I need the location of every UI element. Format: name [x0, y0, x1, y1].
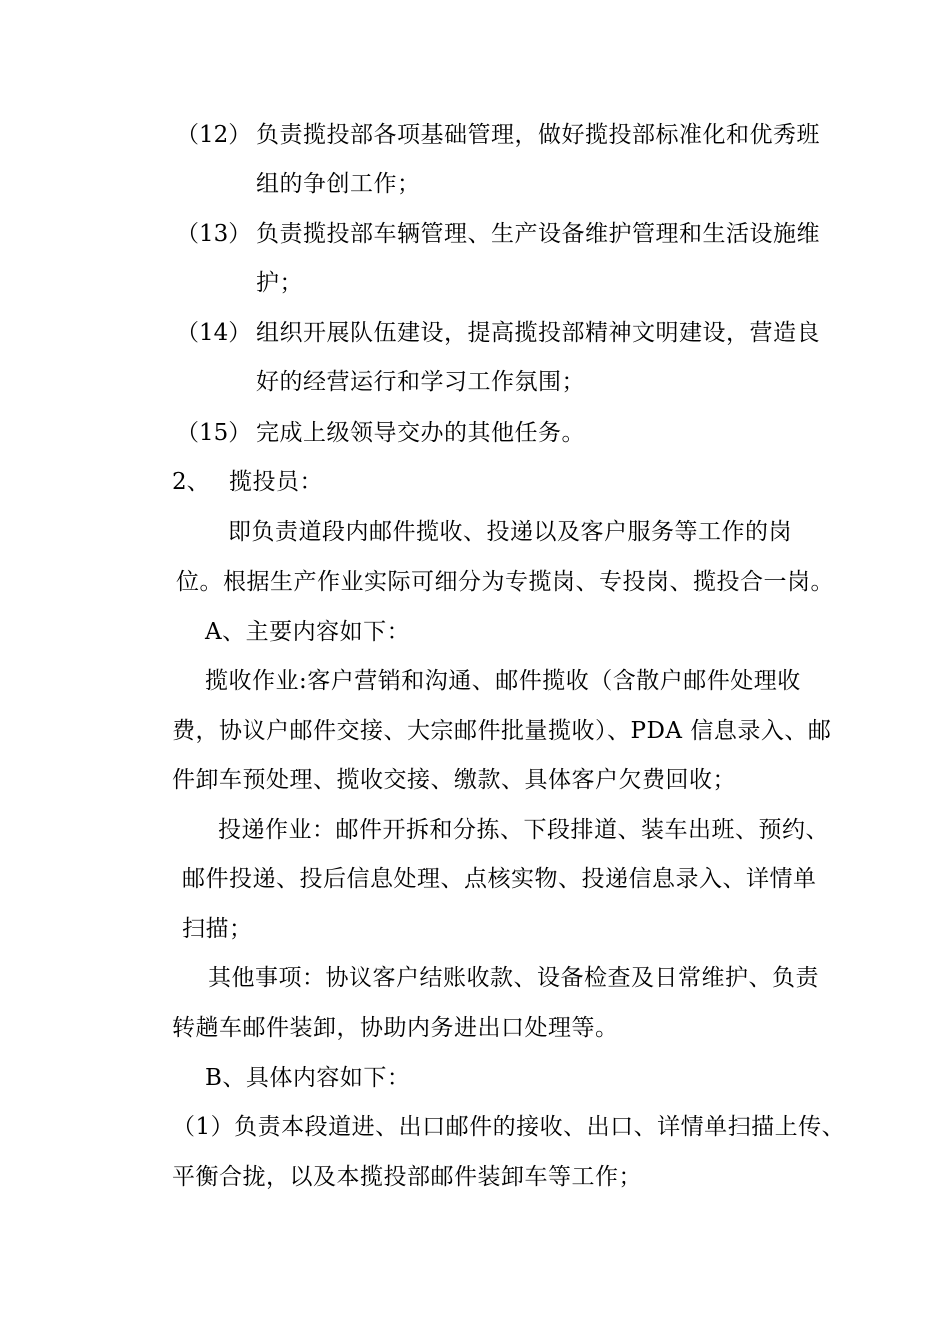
- item-14-line-2: 好的经营运行和学习工作氛围；: [256, 369, 585, 395]
- collect-line-3: 件卸车预处理、揽收交接、缴款、具体客户欠费回收；: [172, 767, 736, 793]
- deliver-line-2: 邮件投递、投后信息处理、点核实物、投递信息录入、详情单: [182, 866, 817, 892]
- item-15-line-1: 完成上级领导交办的其他任务。: [256, 420, 585, 446]
- deliver-line-1: 投递作业：邮件开拆和分拣、下段排道、装车出班、预约、: [218, 817, 829, 843]
- section-2-intro-line-1: 即负责道段内邮件揽收、投递以及客户服务等工作的岗: [228, 519, 792, 545]
- item-13-line-1: 负责揽投部车辆管理、生产设备维护管理和生活设施维: [256, 221, 820, 247]
- section-2-number: 2、: [172, 469, 210, 495]
- section-2-title: 揽投员：: [229, 469, 323, 495]
- item-13-number: （13）: [176, 221, 252, 247]
- item-12-line-2: 组的争创工作；: [256, 171, 421, 197]
- other-line-2: 转趟车邮件装卸，协助内务进出口处理等。: [172, 1015, 619, 1041]
- item-14-line-1: 组织开展队伍建设，提高揽投部精神文明建设，营造良: [256, 320, 820, 346]
- item-15-number: （15）: [176, 420, 252, 446]
- deliver-line-3: 扫描；: [182, 916, 253, 942]
- item-12-number: （12）: [176, 122, 252, 148]
- part-a-title: A、主要内容如下：: [205, 619, 411, 645]
- section-2-intro-line-2: 位。根据生产作业实际可细分为专揽岗、专投岗、揽投合一岗。: [176, 569, 834, 595]
- part-b-title: B、具体内容如下：: [205, 1065, 411, 1091]
- collect-line-2: 费，协议户邮件交接、大宗邮件批量揽收）、PDA 信息录入、邮: [172, 718, 832, 744]
- collect-line-1: 揽收作业:客户营销和沟通、邮件揽收（含散户邮件处理收: [205, 668, 801, 694]
- b1-line-2: 平衡合拢，以及本揽投部邮件装卸车等工作；: [172, 1164, 642, 1190]
- item-12-line-1: 负责揽投部各项基础管理，做好揽投部标准化和优秀班: [256, 122, 820, 148]
- item-13-line-2: 护；: [256, 270, 303, 296]
- other-line-1: 其他事项：协议客户结账收款、设备检查及日常维护、负责: [208, 965, 819, 991]
- item-14-number: （14）: [176, 320, 252, 346]
- b1-line-1: （1）负责本段道进、出口邮件的接收、出口、详情单扫描上传、: [172, 1114, 846, 1140]
